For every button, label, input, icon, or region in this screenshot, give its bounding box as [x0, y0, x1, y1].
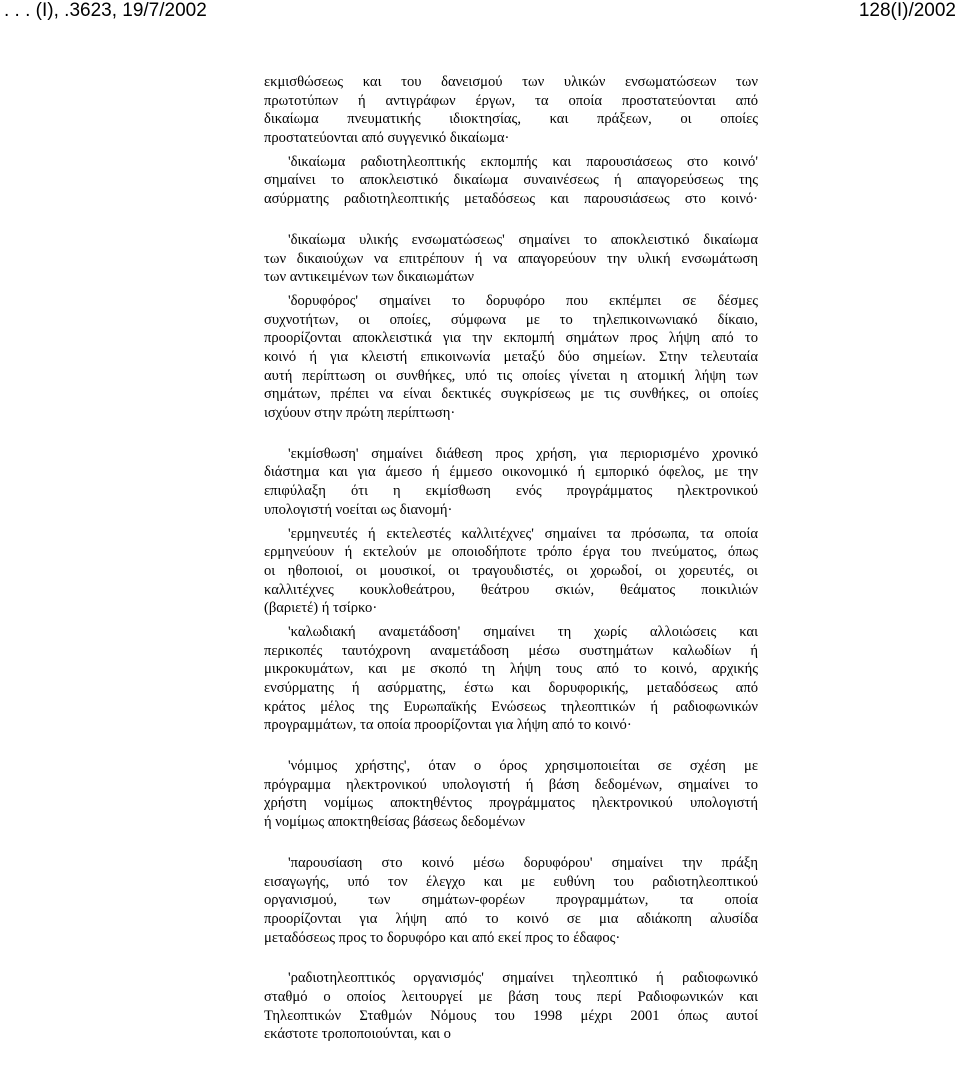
text-line: επιφύλαξη ότι η εκμίσθωση ενός προγράμματος ηλεκτρονικού	[264, 483, 758, 500]
text-line: μεταδόσεως προς το δορυφόρο και από εκεί προς το έδαφος·	[264, 929, 621, 946]
text-line: 'παρουσίαση στο κοινό μέσω δορυφόρου' σημαίνει την πράξη	[288, 854, 758, 871]
paragraph	[264, 153, 758, 209]
text-line: 'ραδιοτηλεοπτικός οργανισμός' σημαίνει τηλεοπτικό ή ραδιοφωνικό	[288, 970, 758, 987]
text-line: των δικαιούχων να επιτρέπουν ή να απαγορεύουν την υλική ενσωμάτωση	[264, 250, 758, 267]
paragraph-spacer	[264, 423, 758, 445]
text-line: κοινό ή για κλειστή επικοινωνία μεταξύ δύο σημείων. Στην τελευταία	[264, 348, 758, 365]
text-line: 'καλωδιακή αναμετάδοση' σημαίνει τη χωρίς αλλοιώσεις και	[288, 623, 758, 640]
text-line: μικροκυμάτων, και με σκοπό τη λήψη τους από το κοινό, αρχικής	[264, 661, 758, 678]
text-line: 'δικαίωμα ραδιοτηλεοπτικής εκπομπής και παρουσιάσεως στο κοινό'	[288, 153, 758, 170]
paragraph	[264, 854, 758, 947]
text-line: πρωτοτύπων ή αντιγράφων έργων, τα οποία προστατεύονται από	[264, 92, 758, 109]
text-line: περικοπές ταυτόχρονη αναμετάδοση μέσω συστημάτων καλωδίων ή	[264, 642, 758, 659]
text-line: 'εκμίσθωση' σημαίνει διάθεση προς χρήση, για περιορισμένο χρονικό	[288, 445, 758, 462]
paragraph-spacer	[264, 735, 758, 757]
text-line: προορίζονται αποκλειστικά για την εκπομπή σημάτων προς λήψη από το	[264, 330, 758, 347]
text-line: εκάστοτε τροποποιούνται, και ο	[264, 1026, 451, 1043]
text-line: σημάτων, πρέπει να είναι δεκτικές συγκρίσεως με τις συνθήκες, οι οποίες	[264, 386, 758, 403]
text-line: εισαγωγής, υπό τον έλεγχο και με ευθύνη του ραδιοτηλεοπτικού	[264, 873, 758, 890]
paragraph	[264, 73, 758, 148]
text-line: οργανισμού, των σημάτων-φορέων προγραμμάτων, τα οποία	[264, 892, 758, 909]
paragraph-spacer	[264, 209, 758, 231]
paragraph	[264, 231, 758, 287]
text-line: 'νόμιμος χρήστης', όταν ο όρος χρησιμοποιείται σε σχέση με	[288, 758, 758, 775]
text-line: αυτή περίπτωση οι συνθήκες, υπό τις οποίες γίνεται η ατομική λήψη των	[264, 367, 758, 384]
text-line: συχνοτήτων, οι οποίες, σύμφωνα με το τηλεπικοινωνιακό δίκαιο,	[264, 311, 758, 328]
text-line: υπολογιστή νοείται ως διανομή·	[264, 501, 453, 518]
text-line: 'δικαίωμα υλικής ενσωματώσεως' σημαίνει το αποκλειστικό δικαίωμα	[288, 231, 758, 248]
text-line: (βαριετέ) ή τσίρκο·	[264, 600, 378, 617]
header-page-number: 128(I)/2002	[858, 0, 956, 21]
paragraph	[264, 969, 758, 1044]
text-line: προορίζονται για λήψη από το κοινό σε μια αδιάκοπη αλυσίδα	[264, 910, 758, 927]
text-line: ασύρματης ραδιοτηλεοπτικής μεταδόσεως και παρουσιάσεως στο κοινό·	[264, 191, 758, 208]
header-reference: . . . (I), .3623, 19/7/2002	[4, 0, 207, 21]
text-line: ή νομίμως αποκτηθείσας βάσεως δεδομένων	[264, 814, 525, 831]
paragraph	[264, 292, 758, 423]
text-line: προγραμμάτων, τα οποία προορίζονται για λήψη από το κοινό·	[264, 717, 632, 734]
paragraph-spacer	[264, 947, 758, 969]
text-line: προστατεύονται από συγγενικό δικαίωμα·	[264, 130, 510, 147]
text-line: των αντικειμένων των δικαιωμάτων	[264, 269, 475, 286]
paragraph	[264, 757, 758, 832]
text-line: σταθμό ο οποίος λειτουργεί με βάση τους περί Ραδιοφωνικών και	[264, 989, 758, 1005]
text-line: ενσύρματης ή ασύρματης, έστω και δορυφορικής, μεταδόσεως από	[264, 680, 758, 697]
text-line: σημαίνει το αποκλειστικό δικαίωμα συναινέσεως ή απαγορεύσεως της	[264, 172, 758, 189]
paragraph-spacer	[264, 832, 758, 854]
text-line: κράτος μέλος της Ευρωπαϊκής Ενώσεως τηλεοπτικών ή ραδιοφωνικών	[264, 698, 758, 715]
text-line: 'ερμηνευτές ή εκτελεστές καλλιτέχνες' σημαίνει τα πρόσωπα, τα οποία	[288, 525, 758, 542]
text-line: εκμισθώσεως και του δανεισμού των υλικών ενσωματώσεων των	[264, 74, 758, 90]
text-line: ερμηνεύουν ή εκτελούν με οποιοδήποτε τρόπο έργα του πνεύματος, όπως	[264, 544, 758, 561]
text-line: ισχύουν στην πρώτη περίπτωση·	[264, 405, 456, 422]
text-line: χρήστη νομίμως αποκτηθέντος προγράμματος ηλεκτρονικού υπολογιστή	[264, 795, 758, 812]
text-line: δικαίωμα πνευματικής ιδιοκτησίας, και πράξεων, οι οποίες	[264, 111, 758, 128]
text-line: καλλιτέχνες κουκλοθεάτρου, θεάτρου σκιών, θεάματος ποικιλιών	[264, 581, 758, 598]
text-line: Τηλεοπτικών Σταθμών Νόμους του 1998 μέχρι 2001 όπως αυτοί	[264, 1007, 758, 1024]
page-header	[0, 0, 960, 22]
paragraph	[264, 445, 758, 520]
text-line: διάστημα και για άμεσο ή έμμεσο οικονομικό ή εμπορικό όφελος, με την	[264, 464, 758, 481]
text-line: 'δορυφόρος' σημαίνει το δορυφόρο που εκπέμπει σε δέσμες	[288, 292, 758, 309]
text-line: οι ηθοποιοί, οι μουσικοί, οι τραγουδιστές, οι χορωδοί, οι χορευτές, οι	[264, 562, 758, 579]
paragraph	[264, 525, 758, 618]
paragraph	[264, 623, 758, 735]
document-body	[264, 73, 758, 1044]
text-line: πρόγραμμα ηλεκτρονικού υπολογιστή ή βάση δεδομένων, σημαίνει το	[264, 776, 758, 793]
